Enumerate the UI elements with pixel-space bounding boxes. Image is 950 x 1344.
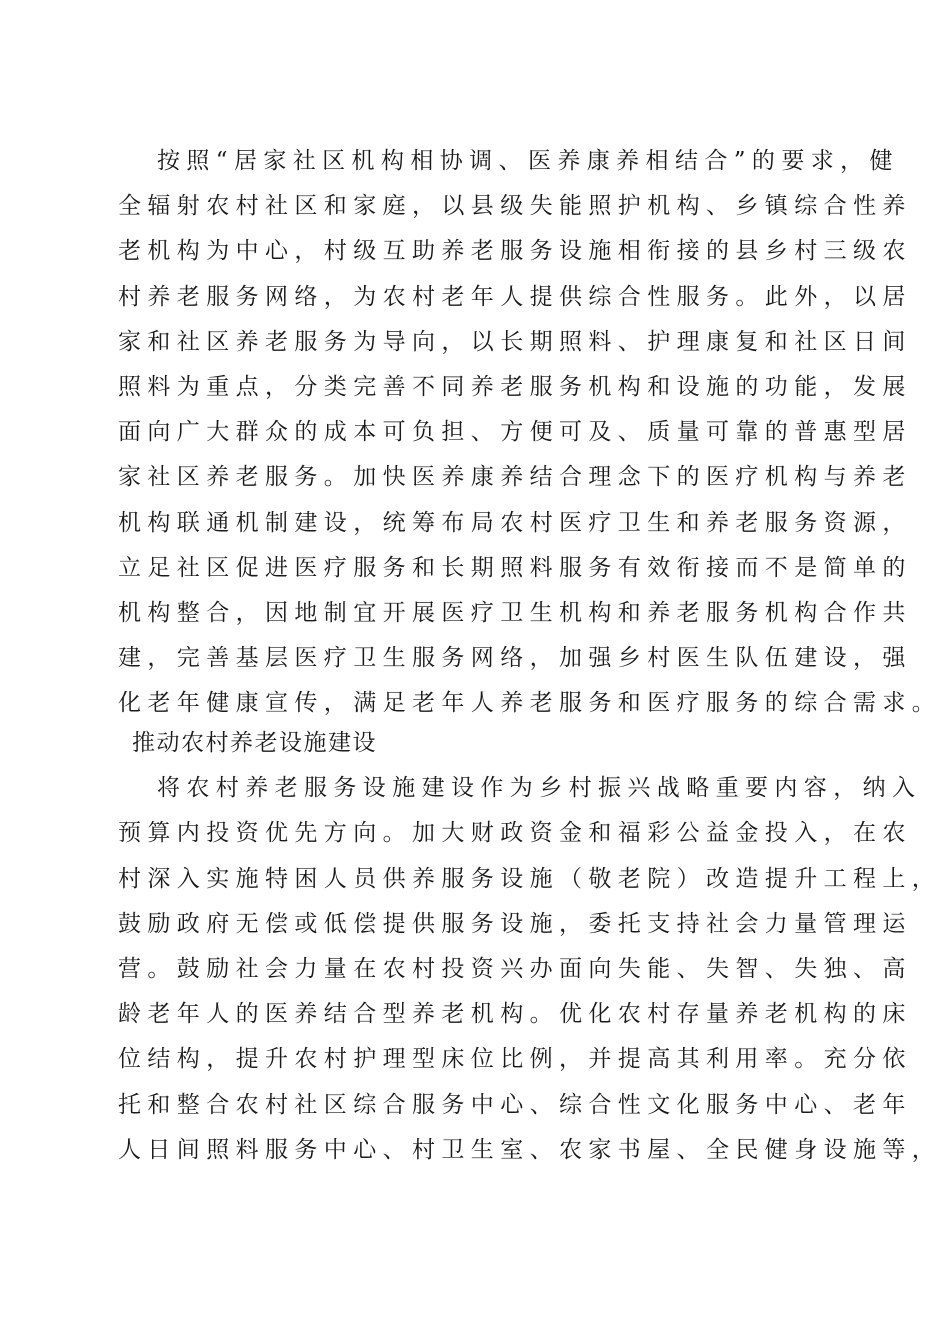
text-line: 老机构为中心，村级互助养老服务设施相衔接的县乡村三级农 <box>118 238 912 265</box>
text-line: 立足社区促进医疗服务和长期照料服务有效衔接而不是简单的 <box>118 554 912 581</box>
text-line: 全辐射农村社区和家庭，以县级失能照护机构、乡镇综合性养 <box>118 193 912 220</box>
text-line: 机构整合，因地制宜开展医疗卫生机构和养老服务机构合作共 <box>118 599 912 626</box>
text-line: 将农村养老服务设施建设作为乡村振兴战略重要内容，纳入 <box>157 775 922 802</box>
text-line: 照料为重点，分类完善不同养老服务机构和设施的功能，发展 <box>118 373 912 400</box>
text-line: 位结构，提升农村护理型床位比例，并提高其利用率。充分依 <box>118 1046 912 1073</box>
text-line: 预算内投资优先方向。加大财政资金和福彩公益金投入，在农 <box>118 820 912 847</box>
text-line: 龄老年人的医养结合型养老机构。优化农村存量养老机构的床 <box>118 1001 912 1028</box>
text-line: 营。鼓励社会力量在农村投资兴办面向失能、失智、失独、高 <box>118 955 912 982</box>
text-line: 家和社区养老服务为导向，以长期照料、护理康复和社区日间 <box>118 328 912 355</box>
text-line: 家社区养老服务。加快医养康养结合理念下的医疗机构与养老 <box>118 464 912 491</box>
section-body <box>118 721 942 1173</box>
paragraph-1 <box>118 139 942 726</box>
text-line: 化老年健康宣传，满足老年人养老服务和医疗服务的综合需求。 <box>118 690 942 717</box>
text-line: 村深入实施特困人员供养服务设施（敬老院）改造提升工程上， <box>118 865 942 892</box>
text-line: 机构联通机制建设，统筹布局农村医疗卫生和养老服务资源， <box>118 509 912 536</box>
section-heading: 推动农村养老设施建设 <box>132 730 377 756</box>
text-line: 人日间照料服务中心、村卫生室、农家书屋、全民健身设施等， <box>118 1136 942 1163</box>
text-line: 按照“居家社区机构相协调、医养康养相结合”的要求，健 <box>157 148 899 174</box>
text-line: 建，完善基层医疗卫生服务网络，加强乡村医生队伍建设，强 <box>118 645 912 672</box>
text-line: 村养老服务网络，为农村老年人提供综合性服务。此外，以居 <box>118 283 912 310</box>
text-line: 面向广大群众的成本可负担、方便可及、质量可靠的普惠型居 <box>118 419 912 446</box>
text-line: 托和整合农村社区综合服务中心、综合性文化服务中心、老年 <box>118 1091 912 1118</box>
text-line: 鼓励政府无偿或低偿提供服务设施，委托支持社会力量管理运 <box>118 910 912 937</box>
